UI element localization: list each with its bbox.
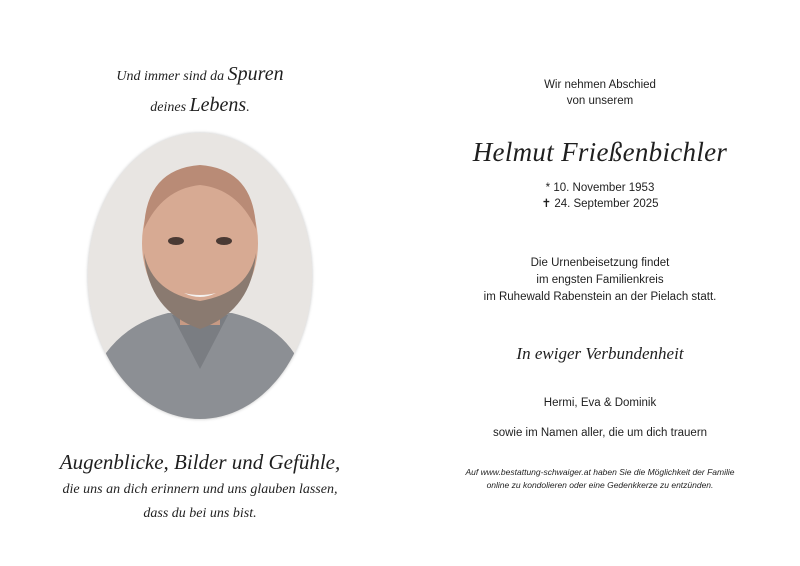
bottom-quote-heading: Augenblicke, Bilder und Gefühle, (59, 450, 341, 474)
condolence-note-line-1: Auf www.bestattung-schwaiger.at haben Sie die Möglichkeit der Familie (465, 467, 735, 477)
birth-date: * 10. November 1953 (545, 182, 655, 194)
top-quote-emphasis-spuren: Spuren (227, 63, 284, 85)
left-eye (168, 237, 184, 245)
burial-notice (400, 255, 800, 306)
motto: In ewiger Verbundenheit (516, 344, 684, 363)
top-quote-emphasis-lebens: Lebens (189, 94, 247, 116)
farewell-intro-line-2: von unserem (566, 95, 634, 107)
right-page (400, 0, 800, 566)
life-dates (400, 180, 800, 212)
portrait-illustration (88, 133, 312, 419)
deceased-name: Helmut Frießenbichler (472, 137, 728, 167)
burial-line-2: im engsten Familienkreis (536, 274, 664, 286)
condolence-note-line-2: online zu kondolieren oder eine Gedenkkerze zu entzünden. (486, 480, 714, 490)
top-quote-line-1-text: Und immer sind da (116, 69, 225, 84)
right-eye (216, 237, 232, 245)
condolence-note (400, 466, 800, 492)
death-date-line (400, 196, 800, 212)
cross-icon: ✝ (541, 198, 552, 210)
mourners-line: sowie im Namen aller, die um dich trauern (492, 427, 708, 439)
farewell-intro-line-1: Wir nehmen Abschied (544, 79, 656, 91)
burial-line-3: im Ruhewald Rabenstein an der Pielach statt. (483, 291, 717, 303)
top-quote-line-2 (0, 91, 400, 122)
family-names: Hermi, Eva & Dominik (543, 397, 657, 409)
farewell-intro (400, 77, 800, 109)
bottom-quote-line-1: die uns an dich erinnern und uns glauben lassen, (62, 482, 338, 497)
portrait-photo (88, 133, 312, 419)
top-quote-line-1 (0, 60, 400, 91)
top-quote-period: . (246, 100, 250, 115)
top-quote (0, 60, 400, 122)
top-quote-line-2-text: deines (150, 100, 187, 115)
death-date: 24. September 2025 (554, 198, 659, 210)
burial-line-1: Die Urnenbeisetzung findet (530, 257, 670, 269)
bottom-quote-line-2: dass du bei uns bist. (143, 506, 257, 521)
bottom-quote (0, 446, 400, 526)
